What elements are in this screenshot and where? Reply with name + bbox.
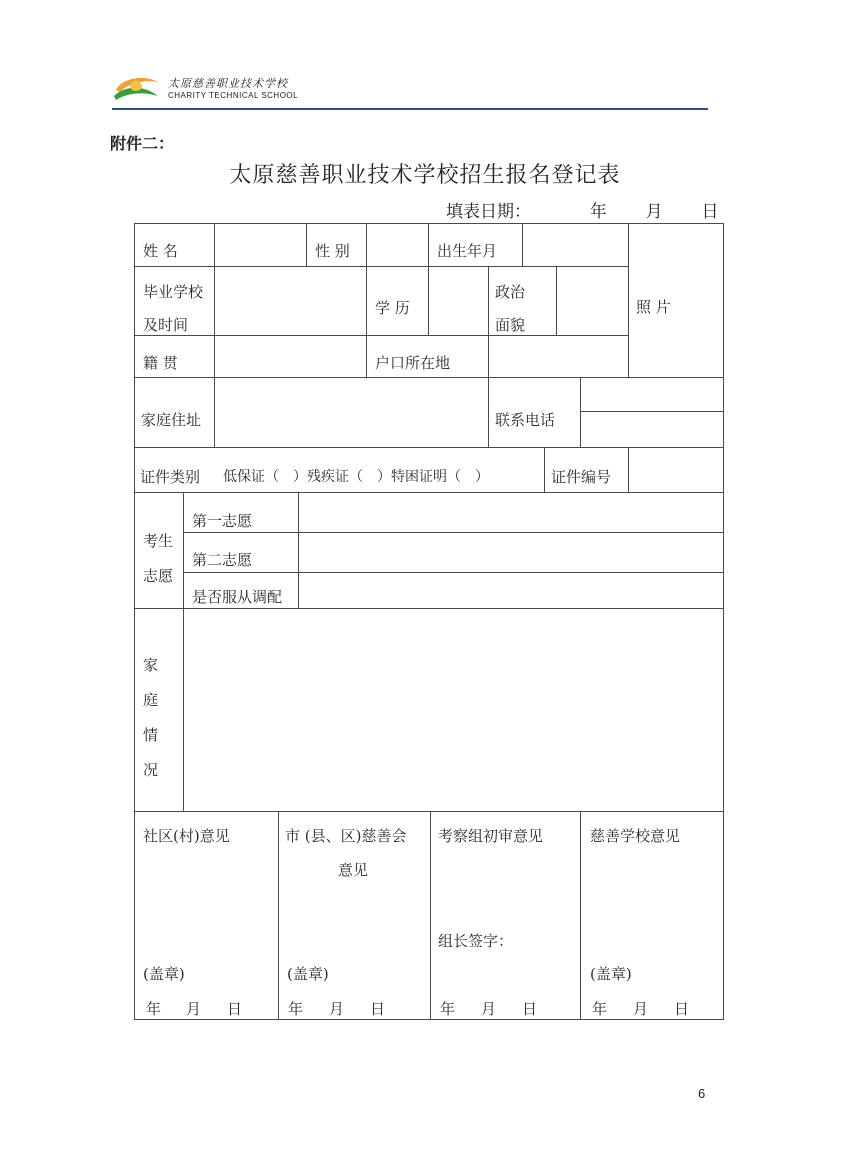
grid-line <box>298 492 299 608</box>
date-day: 日 <box>370 1000 386 1018</box>
date-day: 日 <box>522 1000 538 1018</box>
label-cert-type: 证件类别 <box>140 468 201 486</box>
label-family-char: 情 <box>143 726 159 744</box>
attachment-label: 附件二： <box>110 134 175 153</box>
date-day: 日 <box>227 1000 243 1018</box>
label-family-char: 家 <box>143 656 159 674</box>
label-review-opinion: 考察组初审意见 <box>438 827 544 845</box>
label-wish-line2: 志愿 <box>143 567 174 585</box>
grid-line <box>214 223 215 447</box>
grid-line <box>183 608 184 811</box>
grid-line <box>628 447 629 492</box>
stamp-label: (盖章) <box>143 965 185 983</box>
grid-line <box>306 223 307 266</box>
label-political-line1: 政治 <box>495 283 526 301</box>
fill-date <box>446 197 718 222</box>
header-divider <box>112 108 708 110</box>
grid-line <box>134 223 135 1020</box>
stamp-label: (盖章) <box>287 965 329 983</box>
grid-line <box>134 608 723 609</box>
label-birth: 出生年月 <box>437 242 498 260</box>
school-name-cn: 太原慈善职业技术学校 <box>168 77 288 90</box>
grid-line <box>366 266 367 377</box>
stamp-label: (盖章) <box>590 965 632 983</box>
grid-line <box>488 266 489 335</box>
grid-line <box>544 447 545 492</box>
grid-line <box>134 266 628 267</box>
label-wish-second: 第二志愿 <box>192 551 253 569</box>
date-year: 年 <box>592 1000 608 1018</box>
label-charity-opinion-line2: 意见 <box>338 861 369 879</box>
label-school-line2: 及时间 <box>143 316 189 334</box>
label-hukou: 户口所在地 <box>375 354 451 372</box>
grid-line <box>134 811 723 812</box>
label-community-opinion: 社区(村)意见 <box>143 827 230 845</box>
label-leader-sign: 组长签字： <box>438 932 514 950</box>
fill-date-year: 年 <box>589 202 607 222</box>
grid-line <box>488 335 489 377</box>
grid-line <box>430 811 431 1019</box>
grid-line <box>134 335 628 336</box>
date-day: 日 <box>674 1000 690 1018</box>
date-month: 月 <box>329 1000 345 1018</box>
grid-line <box>428 266 429 335</box>
grid-line <box>580 411 723 412</box>
grid-line <box>134 492 723 493</box>
grid-line <box>134 447 723 448</box>
grid-line <box>366 223 367 266</box>
label-school-opinion: 慈善学校意见 <box>590 827 681 845</box>
fill-date-day: 日 <box>701 202 719 222</box>
date-month: 月 <box>633 1000 649 1018</box>
label-name: 姓 名 <box>143 242 178 260</box>
label-school-line1: 毕业学校 <box>143 283 204 301</box>
page-title: 太原慈善职业技术学校招生报名登记表 <box>229 163 621 188</box>
school-logo-icon <box>110 70 162 104</box>
label-cert-number: 证件编号 <box>551 468 612 486</box>
date-year: 年 <box>146 1000 162 1018</box>
label-family-char: 况 <box>143 761 159 779</box>
school-name-en: CHARITY TECHNICAL SCHOOL <box>168 91 299 100</box>
label-wish-first: 第一志愿 <box>192 512 253 530</box>
label-education: 学 历 <box>375 299 410 317</box>
date-month: 月 <box>481 1000 497 1018</box>
fill-date-month: 月 <box>645 202 663 222</box>
label-wish-line1: 考生 <box>143 532 174 550</box>
date-year: 年 <box>440 1000 456 1018</box>
label-family-char: 庭 <box>143 691 159 709</box>
grid-line <box>183 572 723 573</box>
grid-line <box>488 377 489 447</box>
grid-line <box>628 223 629 377</box>
date-year: 年 <box>288 1000 304 1018</box>
grid-line <box>183 532 723 533</box>
grid-line <box>580 811 581 1019</box>
label-political-line2: 面貌 <box>495 316 526 334</box>
cert-options: 低保证（ ）残疾证（ ）特困证明（ ） <box>223 469 489 485</box>
grid-line <box>556 266 557 335</box>
grid-line <box>183 492 184 608</box>
grid-line <box>134 1019 723 1020</box>
fill-date-label: 填表日期： <box>446 202 531 222</box>
label-phone: 联系电话 <box>495 411 556 429</box>
grid-line <box>723 223 724 1020</box>
label-gender: 性 别 <box>315 242 350 260</box>
grid-line <box>134 377 723 378</box>
grid-line <box>278 811 279 1019</box>
grid-line <box>522 223 523 266</box>
label-native-place: 籍 贯 <box>143 354 178 372</box>
label-charity-opinion-line1: 市 (县、区)慈善会 <box>285 827 407 845</box>
label-address: 家庭住址 <box>141 411 202 429</box>
grid-line <box>428 223 429 266</box>
page-number: 6 <box>698 1086 706 1101</box>
grid-line <box>580 377 581 447</box>
label-wish-adjust: 是否服从调配 <box>192 588 283 606</box>
label-photo: 照 片 <box>636 298 671 316</box>
date-month: 月 <box>186 1000 202 1018</box>
